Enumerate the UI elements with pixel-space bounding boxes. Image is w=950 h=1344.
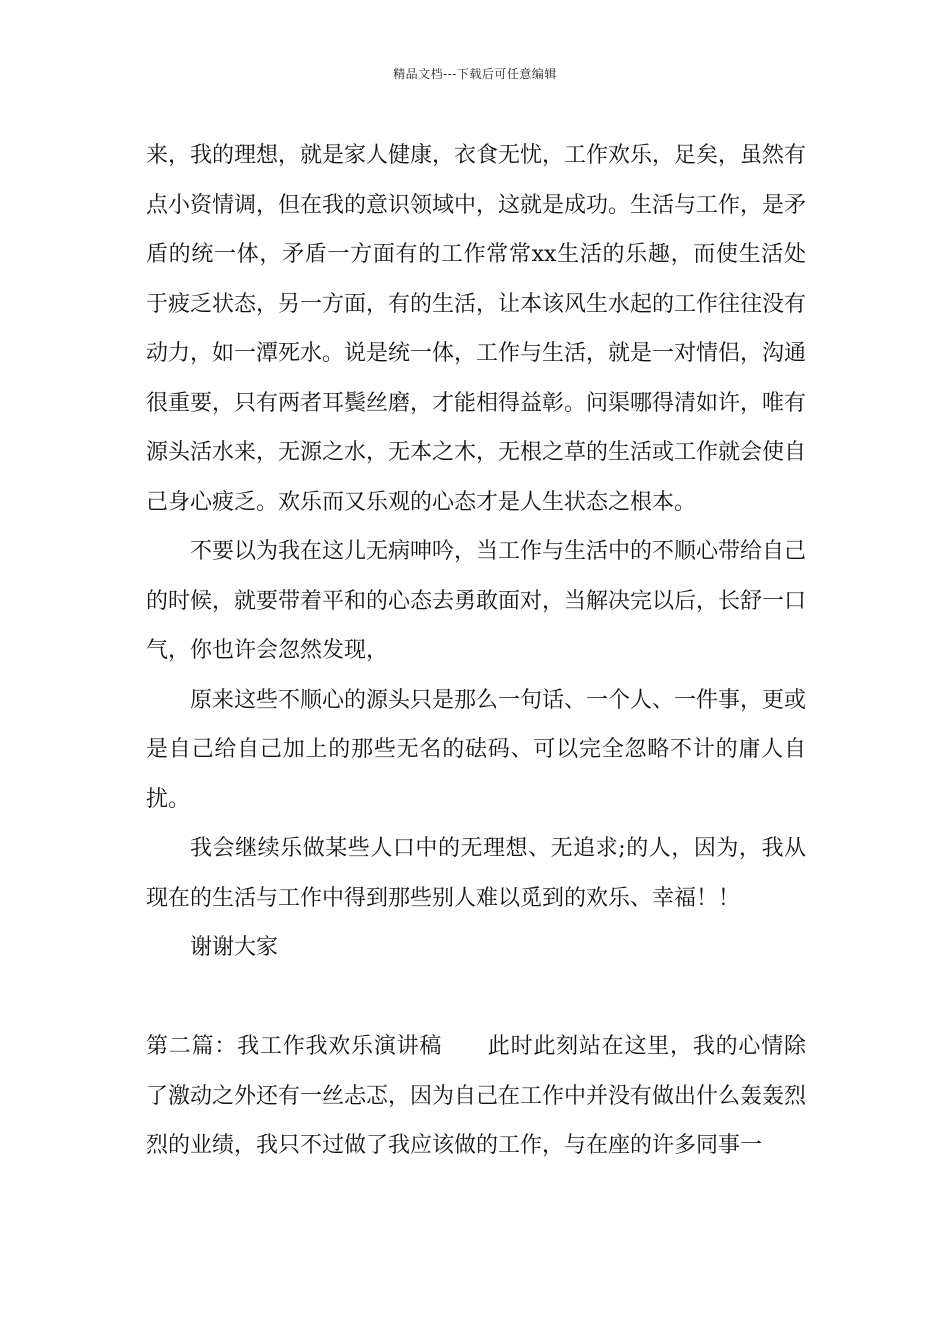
document-body: [146, 131, 806, 1171]
section-2-title: 第二篇：我工作我欢乐演讲稿: [146, 1034, 443, 1059]
paragraph-2: 不要以为我在这儿无病呻吟，当工作与生活中的不顺心带给自己的时候，就要带着平和的心态去勇敢面对，当解决完以后，长舒一口气，你也许会忽然发现，: [146, 539, 807, 663]
page-header: 精品文档---下载后可任意编辑: [393, 67, 557, 81]
paragraph-3: 原来这些不顺心的源头只是那么一句话、一个人、一件事，更或是自己给自己加上的那些无名的砝码、可以完全忽略不计的庸人自扰。: [146, 687, 807, 812]
paragraph-1: 来，我的理想，就是家人健康，衣食无忧，工作欢乐，足矣，虽然有点小资情调，但在我的意识领域中，这就是成功。生活与工作，是矛盾的统一体，矛盾一方面有的工作常常xx生活的乐趣，而使生活处于疲乏状态，另一方面，有的生活，让本该风生水起的工作往往没有动力，如一潭死水。说是统一体，工作与生活，就是一对情侣，沟通很重要，只有两者耳鬓丝磨，才能相得益彰。问渠哪得清如许，唯有源头活水来，无源之水，无本之木，无根之草的生活或工作就会使自己身心疲乏。欢乐而又乐观的心态才是人生状态之根本。: [146, 143, 807, 515]
paragraph-4: 我会继续乐做某些人口中的无理想、无追求;的人，因为，我从现在的生活与工作中得到那些别人难以觅到的欢乐、幸福！！: [146, 836, 806, 911]
section-2-paragraph: [146, 1022, 806, 1171]
section-2-text: 此时此刻站在这里，我的心情除了激动之外还有一丝忐忑，因为自己在工作中并没有做出什么轰轰烈烈的业绩，我只不过做了我应该做的工作，与在座的许多同事一: [146, 1034, 807, 1158]
section-2-spacer: [442, 1034, 488, 1059]
closing-line: 谢谢大家: [190, 935, 279, 960]
